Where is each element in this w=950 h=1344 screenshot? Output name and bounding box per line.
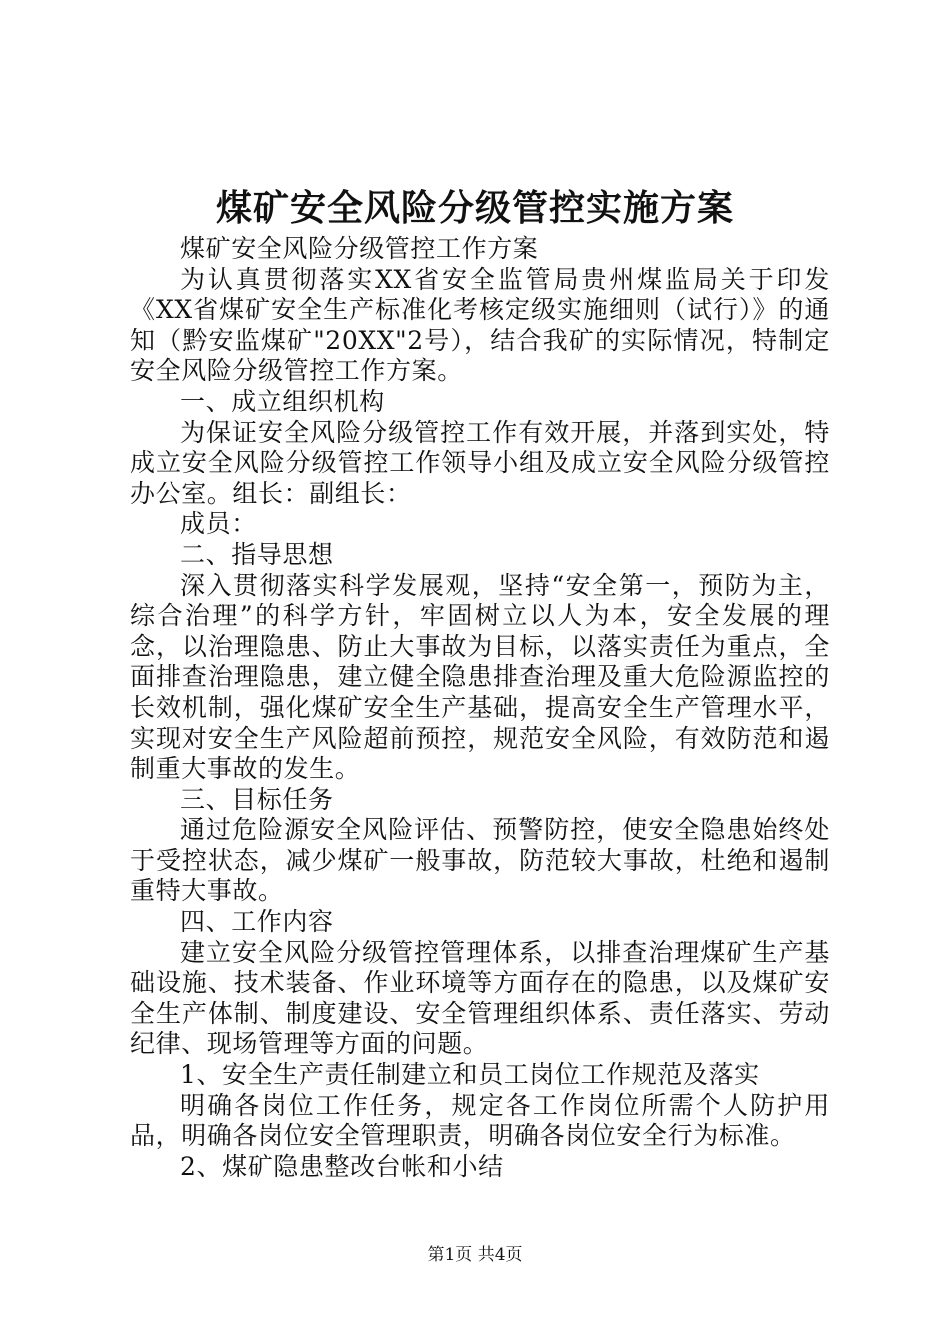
section-heading-work-content: 四、工作内容 <box>180 907 334 937</box>
document-title: 煤矿安全风险分级管控实施方案 <box>215 187 734 229</box>
paragraph-intro: 为认真贯彻落实XX省安全监管局贵州煤监局关于印发《XX省煤矿安全生产标准化考核定级实施细则（试行）》的通知（黔安监煤矿"20XX"2号），结合我矿的实际情况，特制定安全风险分级管控工作方案。 <box>130 264 830 386</box>
section-heading-goals: 三、目标任务 <box>180 784 334 814</box>
subheading-hazard-ledger: 2、煤矿隐患整改台帐和小结 <box>180 1151 504 1181</box>
document-body <box>130 234 830 1182</box>
section-heading-organization: 一、成立组织机构 <box>180 386 385 416</box>
paragraph-organization: 为保证安全风险分级管控工作有效开展，并落到实处，特成立安全风险分级管控工作领导小组及成立安全风险分级管控办公室。组长：副组长： <box>130 417 830 508</box>
subheading-responsibility: 1、安全生产责任制建立和员工岗位工作规范及落实 <box>180 1060 760 1090</box>
paragraph-subtitle: 煤矿安全风险分级管控工作方案 <box>180 234 539 263</box>
section-heading-guiding-ideology: 二、指导思想 <box>180 539 334 569</box>
paragraph-members: 成员： <box>180 509 257 539</box>
page-footer: 第1页 共4页 <box>427 1245 523 1265</box>
paragraph-goals: 通过危险源安全风险评估、预警防控，使安全隐患始终处于受控状态，减少煤矿一般事故，防范较大事故，杜绝和遏制重特大事故。 <box>130 815 830 906</box>
paragraph-work-content: 建立安全风险分级管控管理体系，以排查治理煤矿生产基础设施、技术装备、作业环境等方面存在的隐患，以及煤矿安全生产体制、制度建设、安全管理组织体系、责任落实、劳动纪律、现场管理等方面的问题。 <box>130 937 830 1059</box>
paragraph-responsibility: 明确各岗位工作任务，规定各工作岗位所需个人防护用品，明确各岗位安全管理职责，明确各岗位安全行为标准。 <box>130 1090 830 1151</box>
paragraph-guiding-ideology: 深入贯彻落实科学发展观，坚持“安全第一，预防为主，综合治理”的科学方针，牢固树立以人为本，安全发展的理念，以治理隐患、防止大事故为目标，以落实责任为重点，全面排查治理隐患，建立健全隐患排查治理及重大危险源监控的长效机制，强化煤矿安全生产基础，提高安全生产管理水平，实现对安全生产风险超前预控，规范安全风险，有效防范和遏制重大事故的发生。 <box>130 570 830 784</box>
